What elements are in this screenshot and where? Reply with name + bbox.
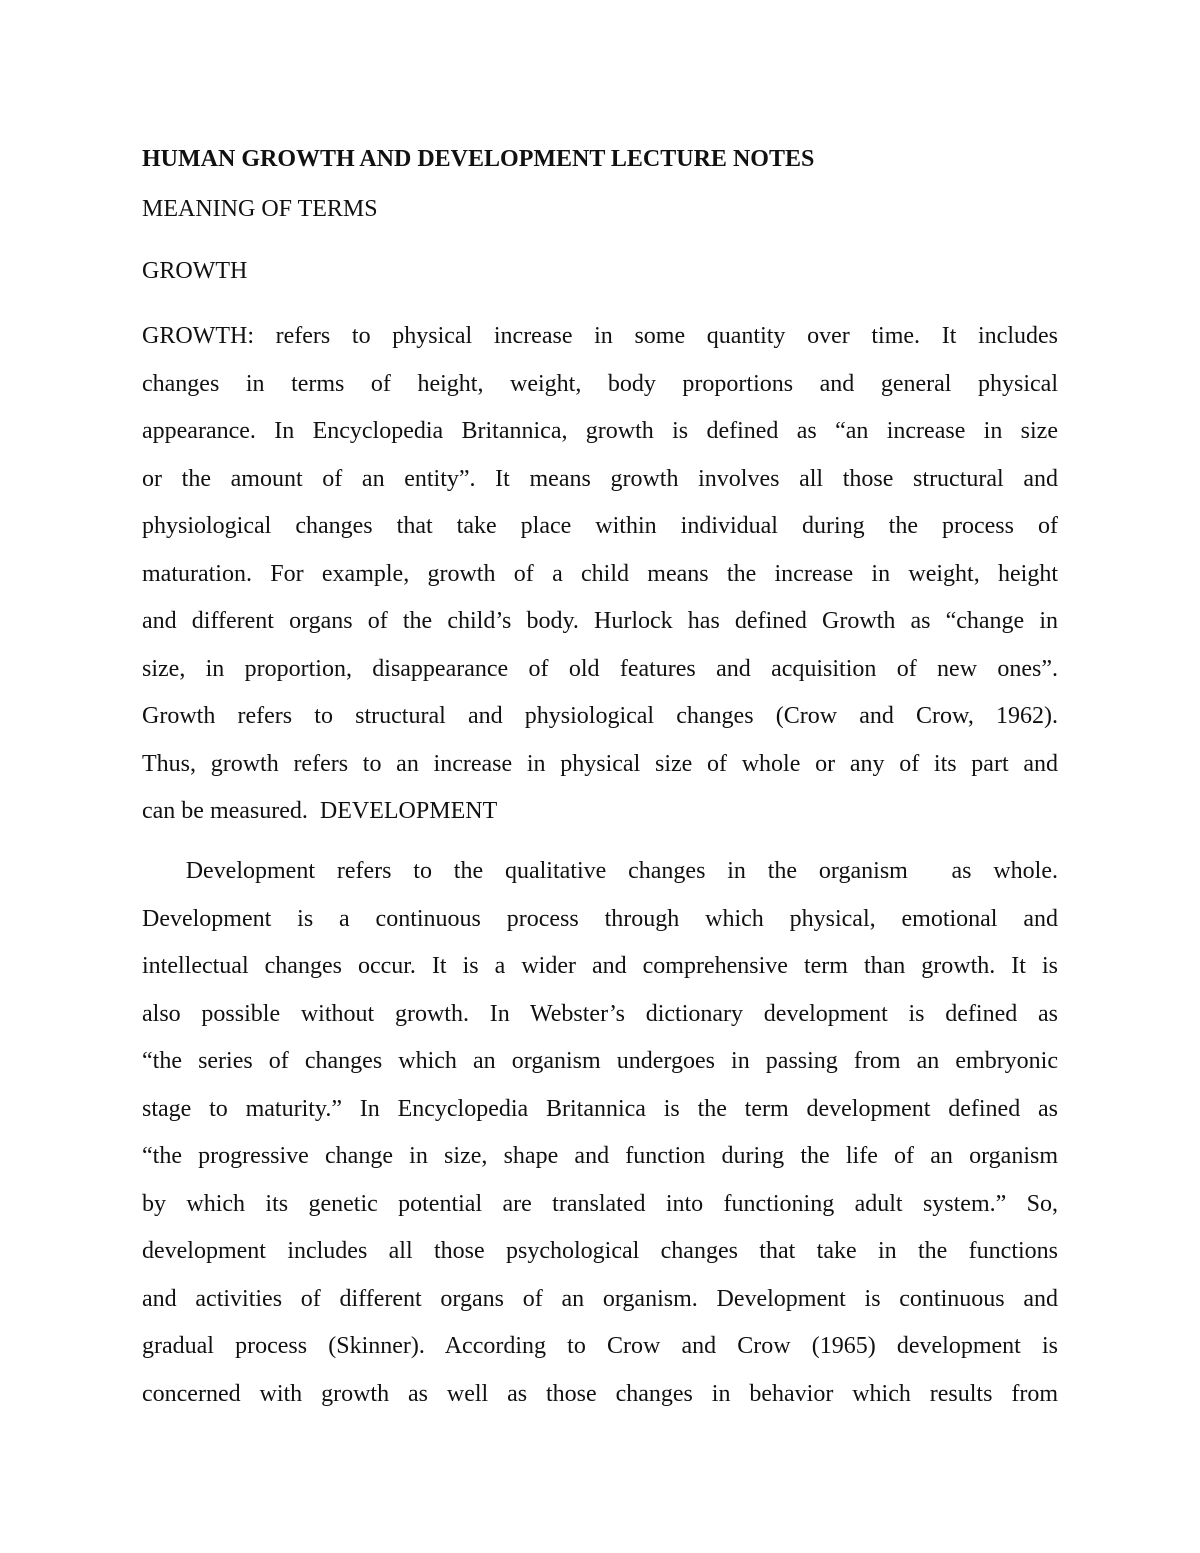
paragraph-line: can be measured. DEVELOPMENT bbox=[142, 798, 498, 824]
paragraph-line: changes in terms of height, weight, body proportions and general physical bbox=[142, 370, 1058, 397]
paragraph-line: size, in proportion, disappearance of old features and acquisition of new ones”. bbox=[142, 655, 1058, 682]
paragraph-line: Development is a continuous process through which physical, emotional and bbox=[142, 905, 1058, 932]
document-subtitle: MEANING OF TERMS bbox=[142, 196, 378, 222]
paragraph-line: GROWTH: refers to physical increase in some quantity over time. It includes bbox=[142, 323, 1058, 349]
paragraph-line: development includes all those psychological changes that take in the functions bbox=[142, 1238, 1058, 1264]
paragraph-line: Thus, growth refers to an increase in physical size of whole or any of its part and bbox=[142, 750, 1058, 777]
paragraph-line: and different organs of the child’s body. Hurlock has defined Growth as “change in bbox=[142, 608, 1058, 634]
paragraph-line: Growth refers to structural and physiological changes (Crow and Crow, 1962). bbox=[142, 703, 1058, 729]
paragraph-line: Development refers to the qualitative changes in the organism as whole. bbox=[142, 858, 1058, 884]
document-title: HUMAN GROWTH AND DEVELOPMENT LECTURE NOTES bbox=[142, 146, 815, 172]
paragraph-line: physiological changes that take place within individual during the process of bbox=[142, 513, 1058, 539]
paragraph-line: stage to maturity.” In Encyclopedia Britannica is the term development defined as bbox=[142, 1095, 1058, 1122]
paragraph-line: and activities of different organs of an organism. Development is continuous and bbox=[142, 1285, 1058, 1312]
paragraph-line: appearance. In Encyclopedia Britannica, growth is defined as “an increase in size bbox=[142, 418, 1058, 444]
paragraph-line: “the series of changes which an organism undergoes in passing from an embryonic bbox=[142, 1048, 1058, 1074]
paragraph-line: by which its genetic potential are translated into functioning adult system.” So, bbox=[142, 1190, 1058, 1217]
paragraph-line: “the progressive change in size, shape and function during the life of an organism bbox=[142, 1143, 1058, 1169]
paragraph-line: intellectual changes occur. It is a wider and comprehensive term than growth. It is bbox=[142, 953, 1058, 979]
paragraph-development bbox=[142, 848, 1058, 1418]
paragraph-line: also possible without growth. In Webster’s dictionary development is defined as bbox=[142, 1000, 1058, 1027]
paragraph-line: gradual process (Skinner). According to Crow and Crow (1965) development is bbox=[142, 1333, 1058, 1359]
paragraph-line: concerned with growth as well as those changes in behavior which results from bbox=[142, 1380, 1058, 1407]
paragraph-line: or the amount of an entity”. It means growth involves all those structural and bbox=[142, 465, 1058, 492]
section-heading-growth: GROWTH bbox=[142, 258, 248, 284]
paragraph-growth bbox=[142, 313, 1058, 836]
paragraph-line: maturation. For example, growth of a child means the increase in weight, height bbox=[142, 560, 1058, 587]
